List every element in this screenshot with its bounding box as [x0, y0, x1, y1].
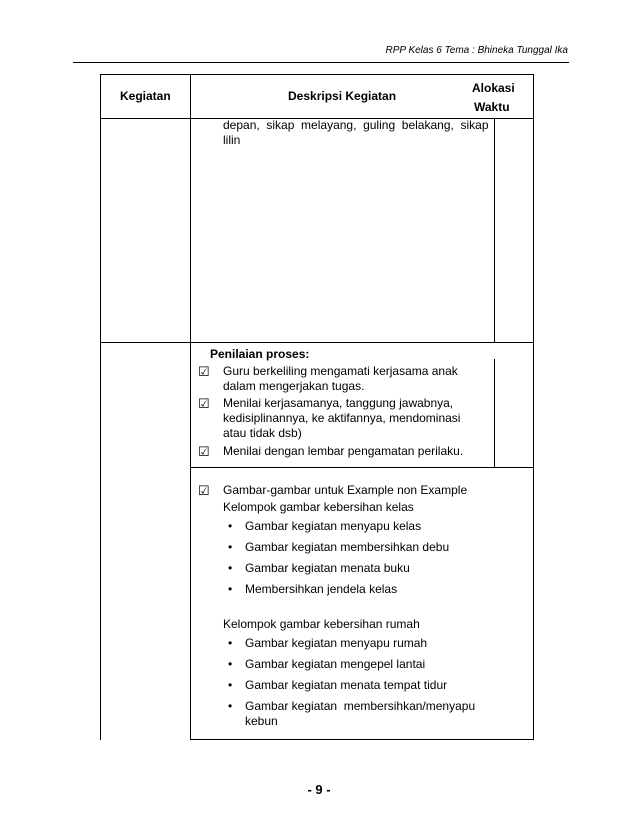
header-rule — [73, 62, 569, 63]
penilaian-item-1-line2: dalam mengerjakan tugas. — [223, 379, 365, 393]
penilaian-item-2-line1: Menilai kerjasamanya, tanggung jawabnya, — [223, 396, 454, 410]
group1-title: Kelompok gambar kebersihan kelas — [223, 500, 414, 514]
bullet-icon: • — [228, 678, 233, 692]
group1-item-3: Gambar kegiatan menata buku — [245, 561, 410, 575]
bullet-icon: • — [228, 561, 233, 575]
bullet-icon: • — [228, 582, 233, 596]
table-border-left — [100, 74, 101, 740]
column-divider-2 — [494, 119, 495, 343]
group2-item-3: Gambar kegiatan menata tempat tidur — [245, 678, 448, 692]
group2-item-4-line2: kebun — [245, 714, 278, 728]
bullet-icon: • — [228, 699, 233, 713]
header-deskripsi: Deskripsi Kegiatan — [288, 89, 397, 103]
penilaian-heading: Penilaian proses: — [210, 347, 310, 361]
row-divider-1 — [100, 342, 534, 343]
table-border-right — [533, 74, 534, 740]
header-alokasi: Alokasi — [472, 81, 515, 95]
row1-text-line1: depan, sikap melayang, guling belakang, sikap — [223, 118, 489, 132]
running-header: RPP Kelas 6 Tema : Bhineka Tunggal Ika — [385, 45, 568, 56]
penilaian-item-2-line3: atau tidak dsb) — [223, 426, 302, 440]
group1-item-1: Gambar kegiatan menyapu kelas — [245, 519, 422, 533]
penilaian-item-2-line2: kedisiplinannya, ke aktifannya, mendominasi — [223, 411, 461, 425]
header-kegiatan: Kegiatan — [120, 89, 171, 103]
row-divider-2 — [190, 467, 534, 468]
group2-title: Kelompok gambar kebersihan rumah — [223, 617, 420, 631]
column-divider-2b — [494, 359, 495, 467]
bullet-icon: • — [228, 540, 233, 554]
checked-box-icon: ☑ — [198, 396, 210, 411]
group1-item-2: Gambar kegiatan membersihkan debu — [245, 540, 450, 554]
header-waktu: Waktu — [474, 100, 510, 114]
table-border-top — [100, 74, 534, 75]
lesson-table — [100, 74, 534, 740]
row1-text-line2: lilin — [223, 133, 241, 147]
group1-item-4: Membersihkan jendela kelas — [245, 582, 398, 596]
bullet-icon: • — [228, 519, 233, 533]
column-divider-1 — [190, 74, 191, 740]
checked-box-icon: ☑ — [198, 483, 210, 498]
bullet-icon: • — [228, 636, 233, 650]
penilaian-item-1-line1: Guru berkeliling mengamati kerjasama anak — [223, 364, 458, 378]
table-border-bottom — [190, 739, 534, 740]
page-number: - 9 - — [307, 782, 331, 797]
group2-item-1: Gambar kegiatan menyapu rumah — [245, 636, 428, 650]
checked-box-icon: ☑ — [198, 364, 210, 379]
group2-item-4: Gambar kegiatan membersihkan/menyapu — [245, 699, 476, 713]
checked-box-icon: ☑ — [198, 444, 210, 459]
penilaian-item-3: Menilai dengan lembar pengamatan perilaku. — [223, 444, 464, 458]
example-item: Gambar-gambar untuk Example non Example — [223, 483, 468, 497]
bullet-icon: • — [228, 657, 233, 671]
group2-item-2: Gambar kegiatan mengepel lantai — [245, 657, 426, 671]
